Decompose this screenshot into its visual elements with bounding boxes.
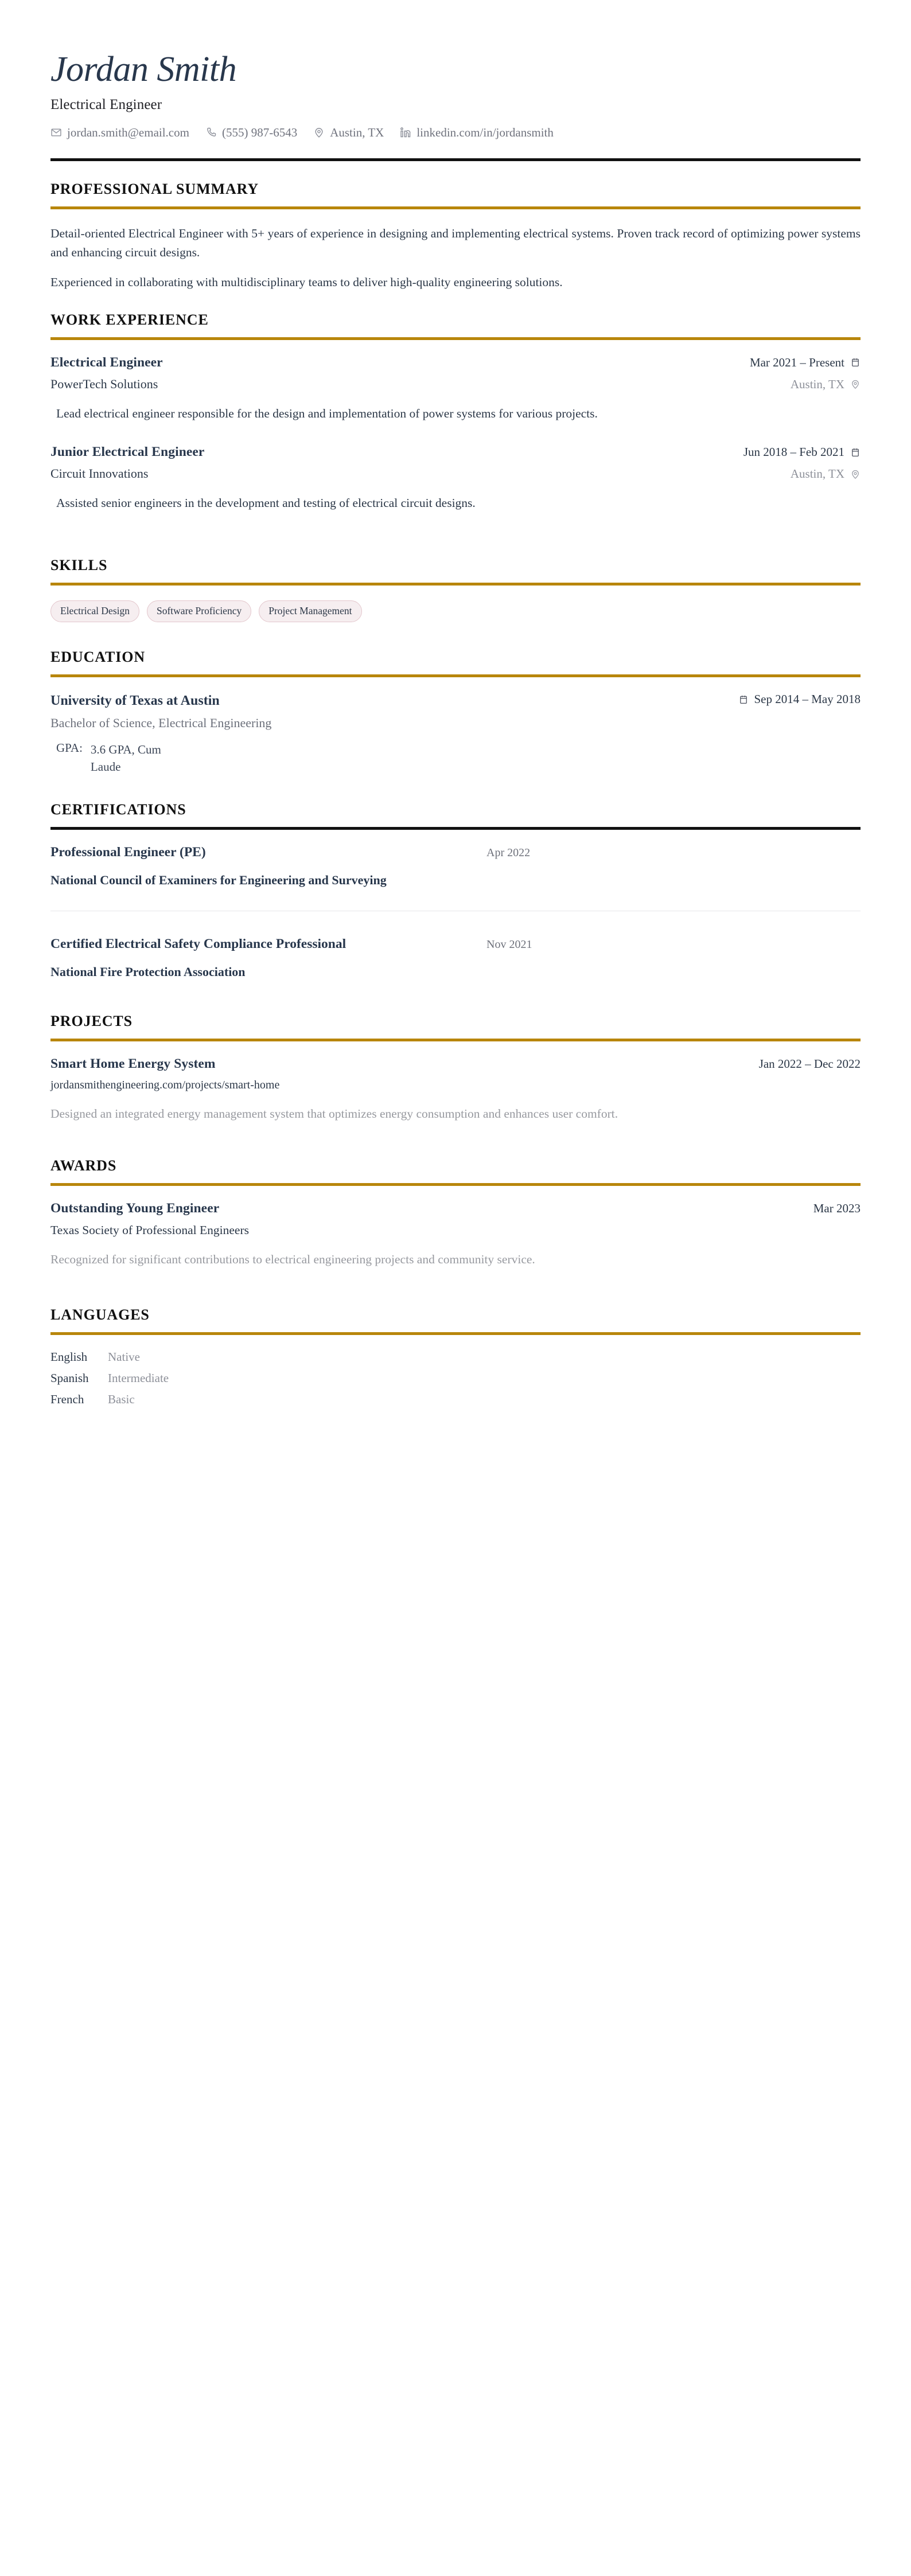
certification-issuer: National Fire Protection Association	[50, 964, 246, 979]
work-entry-subline	[50, 466, 861, 481]
section-heading-education: EDUCATION	[50, 649, 146, 666]
work-entry-headline	[50, 444, 861, 460]
work-location-text: Austin, TX	[790, 377, 844, 391]
work-location-text: Austin, TX	[790, 467, 844, 481]
languages-body	[50, 1350, 861, 1407]
work-body	[50, 355, 861, 513]
envelope-icon	[50, 127, 62, 138]
summary-body	[50, 224, 861, 292]
section-underline-work	[50, 337, 861, 340]
award-description: Recognized for significant contributions to electrical engineering projects and community service.	[50, 1252, 535, 1267]
section-underline-summary	[50, 206, 861, 209]
language-level: Basic	[108, 1392, 135, 1407]
section-underline-projects	[50, 1039, 861, 1041]
skills-body	[50, 600, 861, 622]
certification-headline	[50, 936, 861, 952]
skill-pill: Software Proficiency	[147, 600, 251, 622]
certification-headline	[50, 845, 861, 860]
section-heading-certifications: CERTIFICATIONS	[50, 801, 186, 818]
section-underline-education	[50, 674, 861, 677]
section-heading-summary: PROFESSIONAL SUMMARY	[50, 180, 259, 197]
contact-linkedin[interactable]	[400, 126, 554, 140]
project-description: Designed an integrated energy management system that optimizes energy consumption and enhances user comfort.	[50, 1106, 618, 1121]
award-entry	[50, 1201, 861, 1269]
section-work-experience	[50, 311, 861, 513]
award-organization: Texas Society of Professional Engineers	[50, 1223, 249, 1238]
work-dates	[750, 356, 861, 370]
resume-header	[50, 50, 861, 140]
map-pin-icon	[313, 127, 325, 138]
calendar-icon	[738, 694, 749, 705]
project-dates-text: Jan 2022 – Dec 2022	[758, 1056, 861, 1071]
education-degree: Bachelor of Science, Electrical Engineering	[50, 715, 272, 730]
education-gpa-value: 3.6 GPA, Cum Laude	[90, 742, 161, 774]
section-projects	[50, 1013, 861, 1123]
awards-body	[50, 1201, 861, 1269]
section-heading-projects: PROJECTS	[50, 1012, 133, 1029]
project-headline	[50, 1056, 861, 1072]
award-title: Outstanding Young Engineer	[50, 1201, 220, 1216]
section-heading-skills: SKILLS	[50, 557, 108, 574]
section-awards	[50, 1157, 861, 1269]
contact-linkedin-text: linkedin.com/in/jordansmith	[416, 125, 554, 139]
work-entry	[50, 444, 861, 512]
map-pin-icon	[850, 379, 861, 389]
education-body	[50, 692, 861, 775]
section-education	[50, 649, 861, 775]
education-gpa-row	[50, 741, 861, 776]
work-entry	[50, 355, 861, 423]
section-underline-languages	[50, 1332, 861, 1335]
contact-location-text: Austin, TX	[330, 125, 384, 139]
work-description: Assisted senior engineers in the development and testing of electrical circuit designs.	[56, 496, 476, 510]
certification-title: Professional Engineer (PE)	[50, 844, 206, 860]
phone-icon	[205, 127, 217, 138]
language-name: Spanish	[50, 1371, 89, 1385]
language-row	[50, 1392, 861, 1407]
award-date	[813, 1201, 861, 1216]
work-location	[791, 467, 861, 481]
contact-email[interactable]	[50, 126, 189, 140]
contact-phone-text: (555) 987-6543	[221, 125, 298, 139]
project-entry	[50, 1056, 861, 1123]
calendar-icon	[850, 357, 861, 368]
section-heading-work: WORK EXPERIENCE	[50, 311, 209, 328]
summary-paragraph: Detail-oriented Electrical Engineer with 5+ years of experience in designing and implementing electrical systems. Proven track record of optimizing power systems and enhancing circuit designs.	[50, 226, 861, 259]
section-languages	[50, 1306, 861, 1407]
section-underline-skills	[50, 583, 861, 586]
project-url[interactable]: jordansmithengineering.com/projects/smart-home	[50, 1078, 280, 1091]
certification-title: Certified Electrical Safety Compliance Professional	[50, 936, 347, 951]
work-dates-text: Mar 2021 – Present	[749, 355, 844, 369]
work-location	[791, 377, 861, 392]
language-level: Intermediate	[108, 1371, 169, 1385]
award-date-text: Mar 2023	[813, 1201, 861, 1216]
projects-body	[50, 1056, 861, 1123]
education-dates-text: Sep 2014 – May 2018	[754, 692, 861, 707]
language-name: French	[50, 1392, 84, 1407]
language-row	[50, 1371, 861, 1385]
contact-row	[50, 126, 861, 140]
section-heading-languages: LANGUAGES	[50, 1306, 150, 1324]
language-row	[50, 1350, 861, 1364]
contact-location	[313, 126, 384, 140]
work-entry-subline	[50, 377, 861, 392]
section-certifications	[50, 801, 861, 979]
section-professional-summary	[50, 181, 861, 292]
certification-entry	[50, 936, 861, 979]
award-headline	[50, 1201, 861, 1216]
certification-entry	[50, 845, 861, 911]
section-underline-awards	[50, 1183, 861, 1186]
candidate-job-title: Electrical Engineer	[50, 96, 162, 112]
section-skills	[50, 557, 861, 622]
candidate-name: Jordan Smith	[50, 50, 237, 89]
work-entry-headline	[50, 355, 861, 370]
education-entry-headline	[50, 692, 861, 709]
skill-pill: Electrical Design	[50, 600, 139, 622]
education-dates	[738, 692, 861, 707]
work-company: PowerTech Solutions	[50, 376, 158, 391]
certification-issuer: National Council of Examiners for Engineering and Surveying	[50, 872, 387, 887]
contact-email-text: jordan.smith@email.com	[67, 125, 189, 139]
education-gpa-label: GPA:	[56, 740, 83, 755]
section-heading-awards: AWARDS	[50, 1157, 117, 1174]
skills-pill-list	[50, 600, 861, 622]
work-job-title: Electrical Engineer	[50, 354, 163, 370]
work-dates	[743, 445, 861, 459]
project-title: Smart Home Energy System	[50, 1056, 216, 1071]
contact-phone[interactable]	[205, 126, 297, 140]
language-level: Native	[108, 1350, 140, 1364]
project-dates	[759, 1057, 861, 1071]
education-school: University of Texas at Austin	[50, 693, 220, 708]
linkedin-icon	[400, 127, 411, 138]
summary-paragraph: Experienced in collaborating with multidisciplinary teams to deliver high-quality engineering solutions.	[50, 275, 563, 290]
work-dates-text: Jun 2018 – Feb 2021	[743, 445, 844, 459]
certifications-body	[50, 845, 861, 979]
work-description: Lead electrical engineer responsible for the design and implementation of power systems for various projects.	[56, 406, 598, 420]
header-divider	[50, 158, 861, 161]
skill-pill: Project Management	[259, 600, 361, 622]
work-job-title: Junior Electrical Engineer	[50, 444, 205, 460]
map-pin-icon	[850, 469, 861, 479]
certification-date: Apr 2022	[486, 846, 531, 859]
education-entry	[50, 692, 861, 775]
section-underline-certifications	[50, 827, 861, 830]
calendar-icon	[850, 447, 861, 458]
work-company: Circuit Innovations	[50, 466, 149, 481]
certification-date: Nov 2021	[486, 938, 532, 951]
language-name: English	[50, 1350, 88, 1364]
